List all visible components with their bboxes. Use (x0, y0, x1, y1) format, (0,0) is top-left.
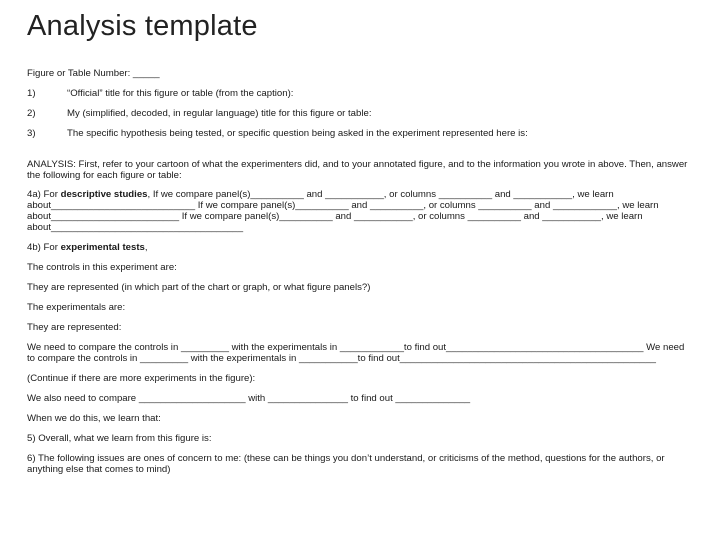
controls-line: The controls in this experiment are: (27, 262, 177, 273)
question-1-number: 1) (27, 88, 36, 99)
question-5: 5) Overall, what we learn from this figure is: (27, 433, 212, 444)
question-4a (27, 189, 693, 233)
controls-represented-line: They are represented (in which part of the chart or graph, or what figure panels?) (27, 282, 371, 293)
question-4b-prefix: 4b) For (27, 242, 61, 253)
analysis-intro: ANALYSIS: First, refer to your cartoon of what the experimenters did, and to your annotated figure, and to the information you wrote in above. Then, answer the following for each figure or table: (27, 159, 688, 181)
question-1 (27, 88, 693, 99)
document-body (27, 68, 693, 475)
figure-number-line: Figure or Table Number: _____ (27, 68, 160, 79)
question-2-text: My (simplified, decoded, in regular language) title for this figure or table: (67, 108, 372, 119)
continue-line: (Continue if there are more experiments in the figure): (27, 373, 256, 384)
question-4a-bold: descriptive studies (60, 189, 148, 200)
question-4b (27, 242, 693, 253)
question-3-number: 3) (27, 128, 36, 139)
compare-also-line: We also need to compare ____________________ with _______________ to find out ______________ (27, 393, 471, 404)
page-title: Analysis template (27, 10, 258, 42)
question-2-number: 2) (27, 108, 36, 119)
question-4a-text: , If we compare panel(s)__________ and ___________, or columns __________ and ___________, we learn about___________________________ If we compare panel(s)__________ and __________, or columns __________ and ____________, we learn about________________________ If we compare panel(s)__________ and ___________, or columns __________ and ___________, we learn about____________________________________ (27, 189, 659, 233)
question-4a-prefix: 4a) For (27, 189, 61, 200)
question-4b-text: , (144, 242, 148, 253)
question-2 (27, 108, 693, 119)
question-3 (27, 128, 693, 139)
learn-line: When we do this, we learn that: (27, 413, 161, 424)
compare-line: We need to compare the controls in _________ with the experimentals in ____________to find out_____________________________________ We need to compare the controls in _________ with the experimentals in ___________to find out________________________________________________ (27, 342, 685, 364)
experimentals-represented-line: They are represented: (27, 322, 122, 333)
experimentals-line: The experimentals are: (27, 302, 126, 313)
question-3-text: The specific hypothesis being tested, or specific question being asked in the experiment represented here is: (67, 128, 528, 139)
question-6: 6) The following issues are ones of concern to me: (these can be things you don’t understand, or criticisms of the method, questions for the authors, or anything else that comes to mind) (27, 453, 665, 475)
question-4b-bold: experimental tests (60, 242, 145, 253)
question-1-text: “Official” title for this figure or table (from the caption): (67, 88, 294, 99)
